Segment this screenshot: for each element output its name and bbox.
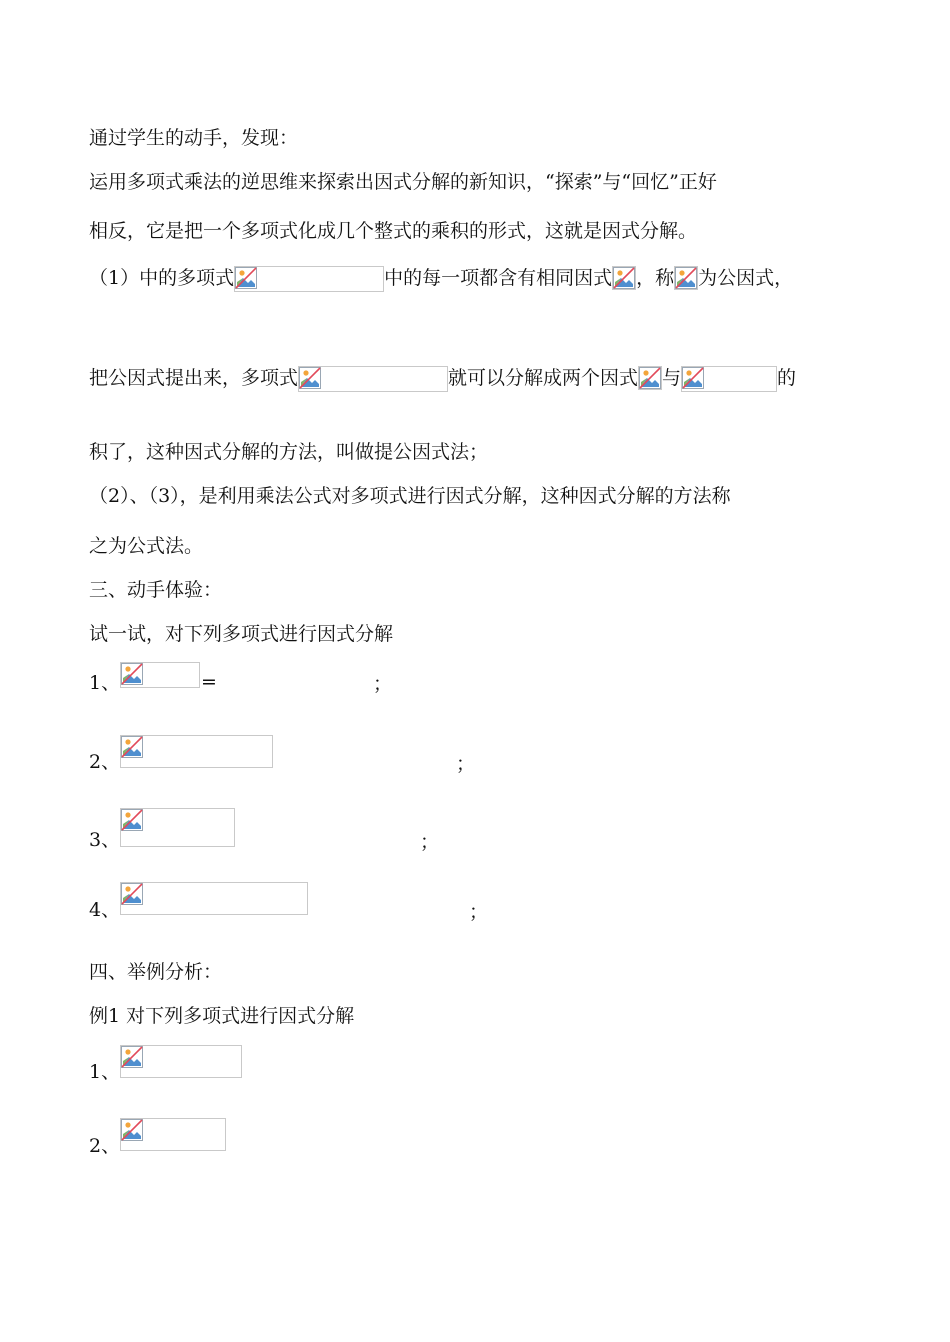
example-1-title: 例1 对下列多项式进行因式分解 <box>89 1005 355 1027</box>
broken-image-icon <box>235 267 257 289</box>
exercise-number: 1、 <box>89 672 121 694</box>
example-item-2 <box>89 1134 120 1158</box>
p3-text-a: 把公因式提出来，多项式 <box>89 367 299 389</box>
broken-image-icon <box>121 736 143 758</box>
exercise-1 <box>89 671 120 695</box>
paragraph-1-line-2: 相反，它是把一个多项式化成几个整式的乘积的形式，这就是因式分解。 <box>89 220 698 242</box>
broken-image-icon <box>299 367 321 389</box>
broken-image-icon <box>121 883 143 905</box>
broken-image-icon <box>675 267 697 289</box>
p2-text-d: 为公因式， <box>698 267 794 289</box>
paragraph-3-line <box>89 366 796 392</box>
exercise-number: 4、 <box>89 899 121 921</box>
formula-image <box>638 366 662 390</box>
broken-image-icon <box>639 367 661 389</box>
formula-image <box>612 266 636 290</box>
broken-image-icon <box>121 1046 143 1068</box>
formula-image <box>120 1118 226 1151</box>
exercise-3 <box>89 828 120 852</box>
formula-image <box>234 266 384 292</box>
formula-image <box>120 735 273 768</box>
semicolon: ； <box>469 901 489 923</box>
formula-image <box>298 366 448 392</box>
exercise-number: 2、 <box>89 751 121 773</box>
formula-image <box>120 662 200 688</box>
try-intro: 试一试，对下列多项式进行因式分解 <box>89 623 394 645</box>
p2-text-a: （1）中的多项式 <box>89 267 235 289</box>
intro-line: 通过学生的动手，发现： <box>89 127 299 149</box>
semicolon: ； <box>420 831 440 853</box>
broken-image-icon <box>682 367 704 389</box>
section-3-title: 三、动手体验： <box>89 579 223 601</box>
semicolon: ； <box>456 753 476 775</box>
formula-image <box>120 1045 242 1078</box>
paragraph-2-line <box>89 266 793 292</box>
p3-text-c: 与 <box>662 367 682 389</box>
exercise-number: 1、 <box>89 1061 121 1083</box>
formula-image <box>120 882 308 915</box>
exercise-4 <box>89 898 120 922</box>
broken-image-icon <box>121 809 143 831</box>
p3-text-d: 的 <box>777 367 797 389</box>
formula-image <box>681 366 777 392</box>
paragraph-4-line: 积了，这种因式分解的方法，叫做提公因式法； <box>89 441 489 463</box>
paragraph-1-line-1: 运用多项式乘法的逆思维来探索出因式分解的新知识，“探索”与“回忆”正好 <box>89 171 717 193</box>
semicolon: ； <box>373 673 393 695</box>
paragraph-5-line-2: 之为公式法。 <box>89 535 204 557</box>
exercise-number: 2、 <box>89 1135 121 1157</box>
exercise-2 <box>89 750 120 774</box>
equals-sign: = <box>201 671 217 693</box>
example-item-1 <box>89 1060 120 1084</box>
p2-text-b: 中的每一项都含有相同因式 <box>384 267 613 289</box>
section-4-title: 四、举例分析： <box>89 961 223 983</box>
formula-image <box>674 266 698 290</box>
broken-image-icon <box>613 267 635 289</box>
p2-text-c: ，称 <box>636 267 675 289</box>
exercise-number: 3、 <box>89 829 121 851</box>
formula-image <box>120 808 235 847</box>
broken-image-icon <box>121 663 143 685</box>
broken-image-icon <box>121 1119 143 1141</box>
paragraph-5-line-1: （2）、（3），是利用乘法公式对多项式进行因式分解，这种因式分解的方法称 <box>89 485 731 507</box>
p3-text-b: 就可以分解成两个因式 <box>448 367 639 389</box>
